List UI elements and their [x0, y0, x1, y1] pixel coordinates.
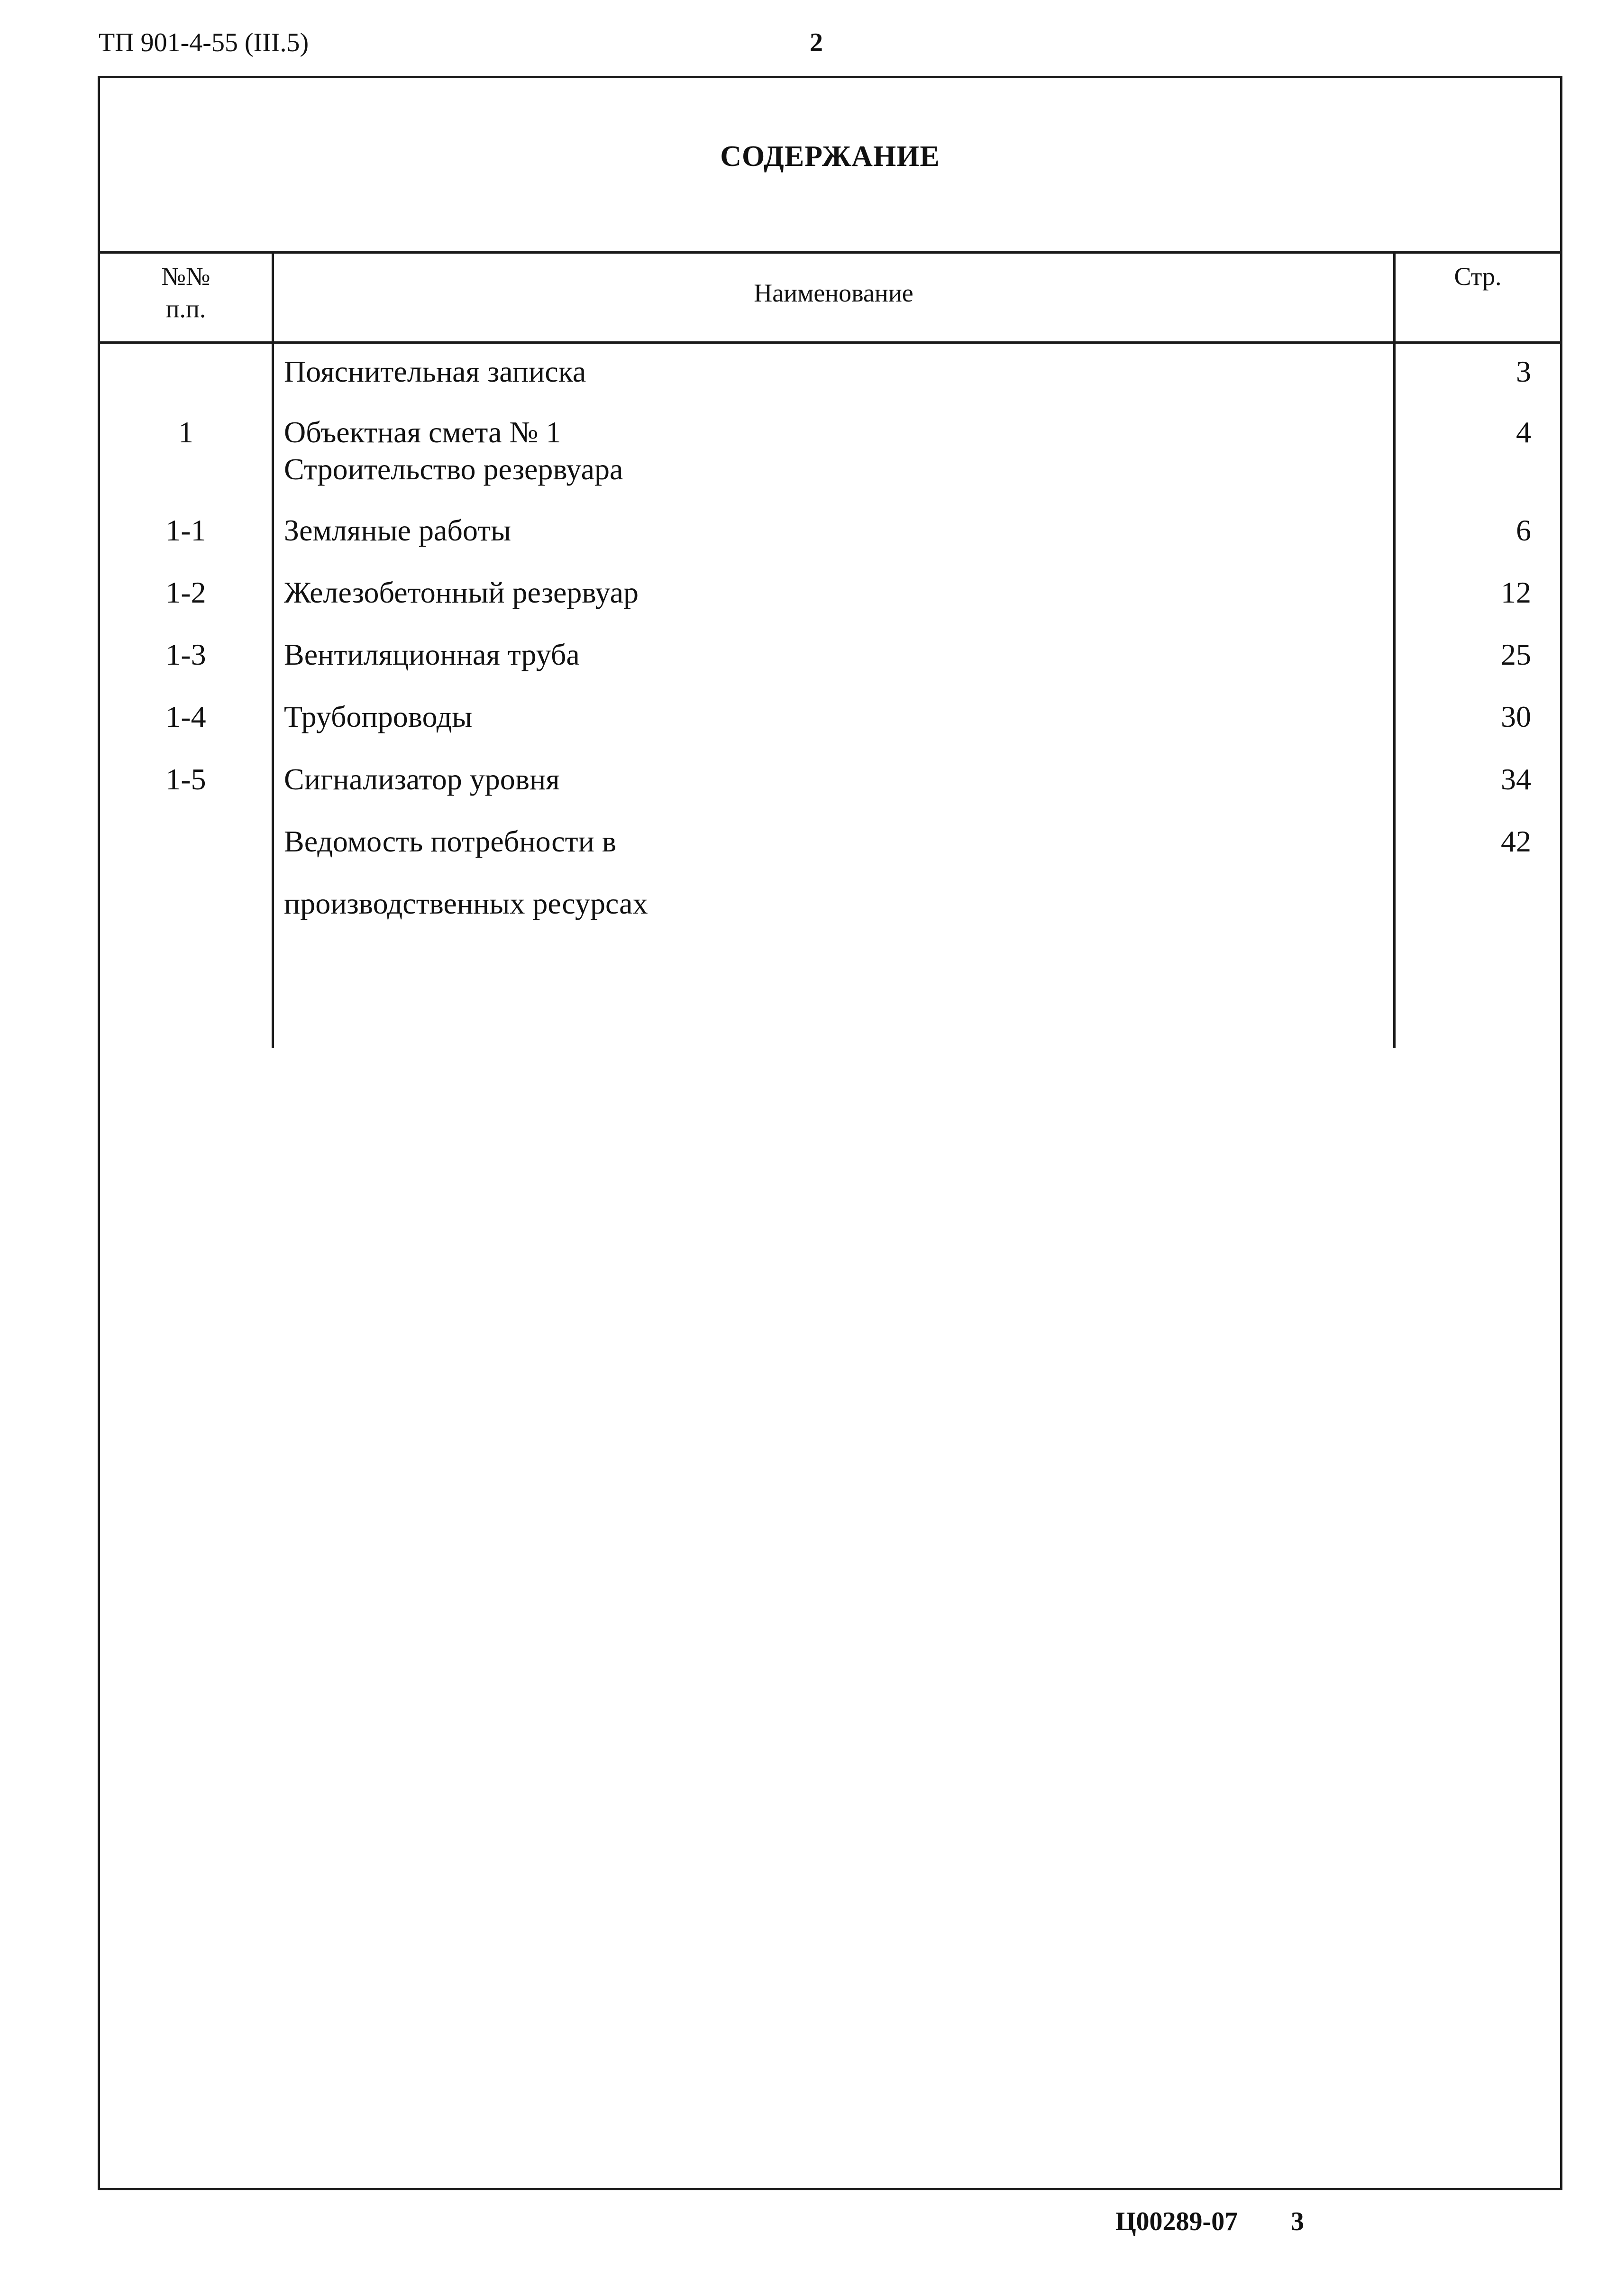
row-title-line-1: Объектная смета № 1	[284, 415, 561, 449]
row-title-line-2: производственных ресурсах	[284, 887, 648, 920]
row-page: 6	[1516, 513, 1531, 547]
column-header-page: Стр.	[1454, 262, 1502, 291]
row-number: 1-1	[165, 513, 206, 547]
column-header-name: Наименование	[754, 279, 913, 307]
row-title: Сигнализатор уровня	[284, 762, 560, 796]
title-band	[100, 78, 1560, 254]
organization-code: Ц00289-07	[1115, 2207, 1238, 2236]
contents-title: СОДЕРЖАНИЕ	[720, 140, 940, 173]
row-title	[284, 823, 1384, 922]
row-page: 3	[1516, 355, 1531, 388]
row-page: 25	[1501, 638, 1531, 671]
row-number: 1-3	[165, 638, 206, 671]
row-title	[284, 414, 1384, 488]
column-header-number	[100, 261, 272, 325]
row-title: Пояснительная записка	[284, 355, 586, 388]
row-number: 1	[178, 415, 193, 449]
column-divider-left	[272, 254, 274, 1048]
row-number: 1-2	[165, 576, 206, 609]
row-page: 4	[1516, 415, 1531, 449]
table-header	[100, 254, 1560, 344]
page-number: 2	[810, 28, 823, 57]
row-page: 12	[1501, 576, 1531, 609]
row-title: Железобетонный резервуар	[284, 576, 639, 609]
row-title-line-2: Строительство резервуара	[284, 452, 623, 486]
row-title-line-1: Ведомость потребности в	[284, 824, 617, 858]
sheet-number: 3	[1291, 2207, 1304, 2236]
column-header-number-text: №№ п.п.	[161, 262, 210, 323]
row-page: 30	[1501, 700, 1531, 733]
row-title: Трубопроводы	[284, 700, 473, 733]
document-code: ТП 901-4-55 (III.5)	[99, 28, 309, 57]
contents-frame	[98, 76, 1562, 2190]
row-number: 1-5	[165, 762, 206, 796]
row-title: Вентиляционная труба	[284, 638, 580, 671]
row-page: 42	[1501, 824, 1531, 858]
row-number: 1-4	[165, 700, 206, 733]
row-page: 34	[1501, 762, 1531, 796]
row-title: Земляные работы	[284, 513, 511, 547]
